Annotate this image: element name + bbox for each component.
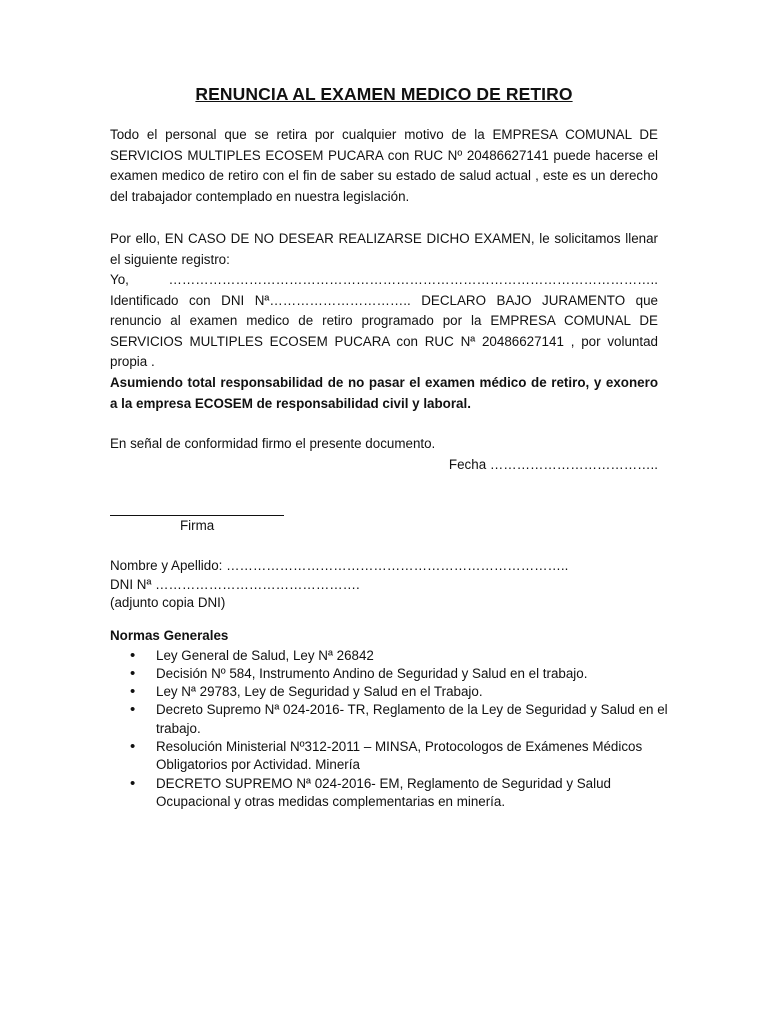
- normas-section: [110, 626, 670, 811]
- declaration-paragraph: [110, 270, 658, 373]
- document-title: RENUNCIA AL EXAMEN MEDICO DE RETIRO: [195, 84, 573, 104]
- normas-list: [110, 647, 670, 812]
- list-item: • Resolución Ministerial Nº312-2011 – MINSA, Protocologos de Exámenes Médicos Obligatorios por Actividad. Minería: [110, 738, 670, 775]
- list-item: • Ley Nª 29783, Ley de Seguridad y Salud en el Trabajo.: [110, 683, 670, 701]
- list-item: • Ley General de Salud, Ley Nª 26842: [110, 647, 670, 665]
- responsibility-text: Asumiendo total responsabilidad de no pasar el examen médico de retiro, y exonero a la empresa ECOSEM de responsabilidad civil y laboral.: [110, 375, 658, 411]
- conformity-paragraph: [110, 434, 658, 475]
- request-text: Por ello, EN CASO DE NO DESEAR REALIZARSE DICHO EXAMEN, le solicitamos llenar el siguiente registro:: [110, 231, 658, 267]
- responsibility-paragraph: [110, 373, 658, 414]
- adjunto-note: (adjunto copia DNI): [110, 595, 226, 610]
- intro-text: Todo el personal que se retira por cualquier motivo de la EMPRESA COMUNAL DE SERVICIOS MULTIPLES ECOSEM PUCARA con RUC Nº 20486627141 puede hacerse el examen medico de retiro con el fin de saber su estado de salud actual , este es un derecho del trabajador contemplado en nuestra legislación.: [110, 127, 658, 204]
- intro-paragraph: [110, 125, 658, 207]
- fecha-line: Fecha ………………………………..: [448, 456, 658, 472]
- declaration-text: Yo, ……………………………………………………………………………………………….. Identificado con DNI Nª………………………….. DECLARO BAJO JURAMENTO que renuncio al examen medico de retiro programado por la EMPRESA COMUNAL DE SERVICIOS MULTIPLES ECOSEM PUCARA con RUC Nª 20486627141 , por voluntad propia .: [110, 272, 658, 369]
- list-item: • DECRETO SUPREMO Nª 024-2016- EM, Reglamento de Seguridad y Salud Ocupacional y otras medidas complementarias en minería.: [110, 775, 670, 812]
- list-item: • Decisión Nº 584, Instrumento Andino de Seguridad y Salud en el trabajo.: [110, 665, 670, 683]
- dni-field: DNI Nª ……………………………………….: [110, 576, 360, 592]
- conformity-text: En señal de conformidad firmo el presente documento.: [110, 436, 436, 451]
- normas-title: Normas Generales: [110, 628, 229, 643]
- nombre-field: Nombre y Apellido: …………………………………………………………………..: [110, 558, 569, 573]
- signature-block: [110, 515, 658, 537]
- firma-label: Firma: [180, 518, 215, 533]
- request-paragraph: [110, 229, 658, 270]
- identity-fields: [110, 556, 658, 614]
- list-item: • Decreto Supremo Nª 024-2016- TR, Reglamento de la Ley de Seguridad y Salud en el trabajo.: [110, 701, 670, 738]
